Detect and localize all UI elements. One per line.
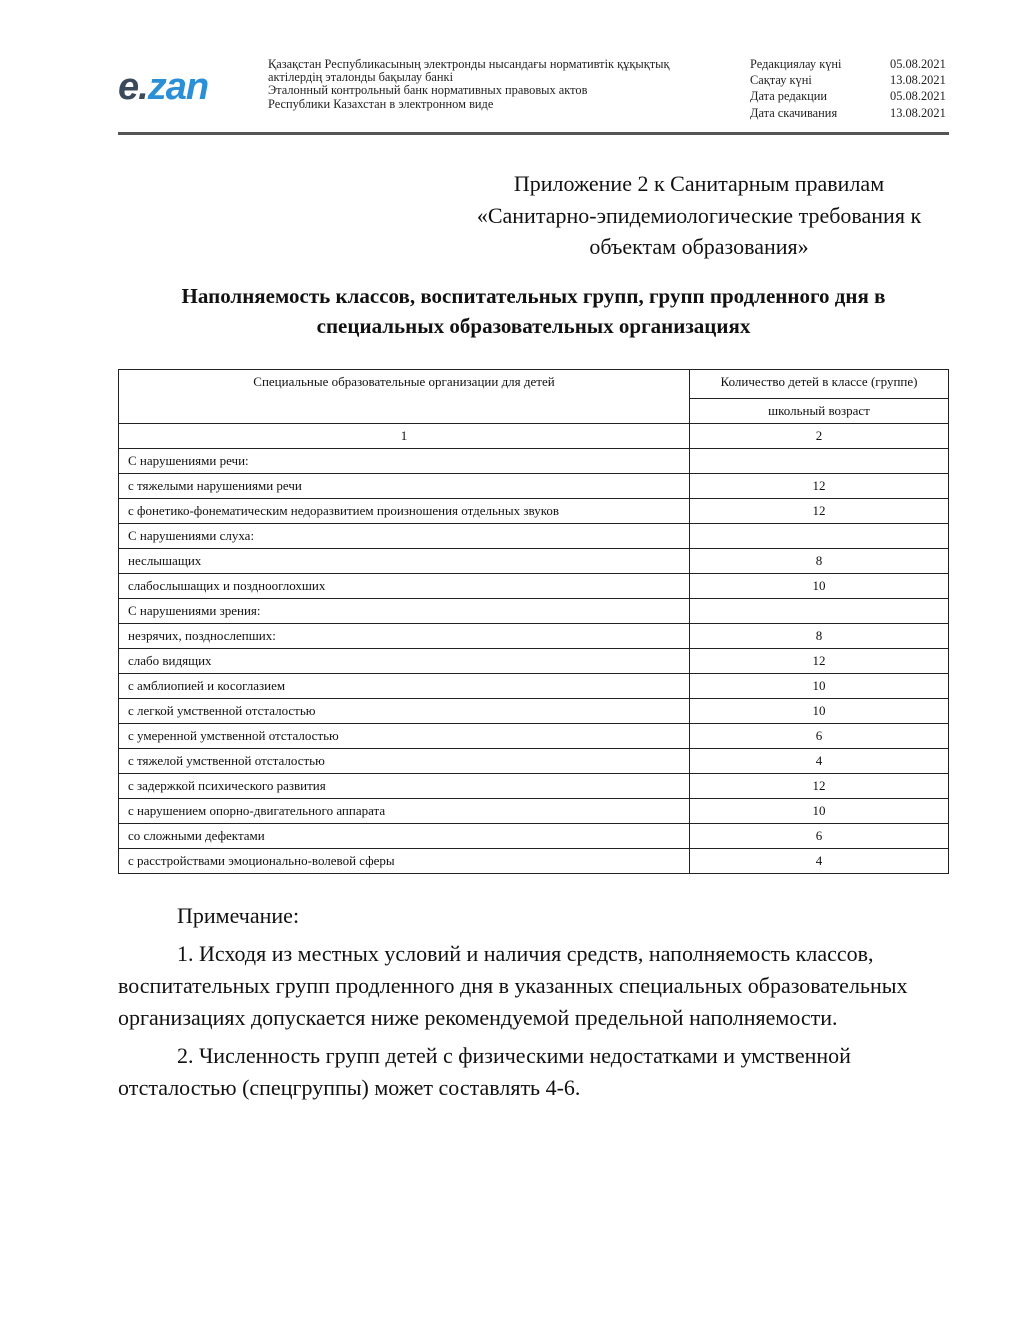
capacity-table — [118, 369, 949, 874]
row-category: со сложными дефектами — [119, 824, 690, 849]
table-row — [119, 824, 949, 849]
table-row — [119, 524, 949, 549]
meta-row: Дата редакции 05.08.2021 — [750, 89, 946, 104]
table-row — [119, 674, 949, 699]
header-line: Эталонный контрольный банк нормативных правовых актов — [268, 83, 588, 98]
row-category: с нарушением опорно-двигательного аппарата — [119, 799, 690, 824]
row-category: с расстройствами эмоционально-волевой сферы — [119, 849, 690, 874]
row-category: с тяжелой умственной отсталостью — [119, 749, 690, 774]
header-line: Республики Казахстан в электронном виде — [268, 96, 494, 111]
header-divider — [118, 132, 949, 135]
row-category: с фонетико-фонематическим недоразвитием произношения отдельных звуков — [119, 499, 690, 524]
row-count: 4 — [690, 849, 949, 874]
table-row — [119, 724, 949, 749]
table-row — [119, 574, 949, 599]
table-row — [119, 699, 949, 724]
row-category: С нарушениями зрения: — [119, 599, 690, 624]
row-count: 10 — [690, 799, 949, 824]
table-row — [119, 549, 949, 574]
col2-header: Количество детей в классе (группе) — [690, 370, 949, 399]
col-number: 2 — [690, 424, 949, 449]
row-category: с амблиопией и косоглазием — [119, 674, 690, 699]
note-item: 2. Численность групп детей с физическими недостатками и умственной отсталостью (спецгруппы) может составлять 4-6. — [118, 1043, 851, 1100]
row-count: 12 — [690, 774, 949, 799]
row-category: слабо видящих — [119, 649, 690, 674]
col-number: 1 — [119, 424, 690, 449]
row-count — [690, 599, 949, 624]
row-count — [690, 449, 949, 474]
ezan-logo: e.zan — [118, 66, 209, 108]
header-dates — [750, 56, 950, 121]
table-row — [119, 449, 949, 474]
row-category: С нарушениями речи: — [119, 449, 690, 474]
col2-subheader: школьный возраст — [690, 399, 949, 424]
row-count: 10 — [690, 674, 949, 699]
row-count: 6 — [690, 824, 949, 849]
notes-section — [118, 900, 949, 1104]
row-count: 12 — [690, 499, 949, 524]
meta-row: Дата скачивания 13.08.2021 — [750, 105, 946, 120]
table-row — [119, 749, 949, 774]
row-count: 8 — [690, 624, 949, 649]
meta-row: Сақтау күні 13.08.2021 — [750, 73, 946, 88]
row-count: 6 — [690, 724, 949, 749]
meta-row: Редакциялау күні 05.08.2021 — [750, 57, 946, 71]
row-category: с легкой умственной отсталостью — [119, 699, 690, 724]
table-row — [119, 649, 949, 674]
table-number-row — [119, 424, 949, 449]
table-row — [119, 499, 949, 524]
table-row — [119, 799, 949, 824]
row-category: с задержкой психического развития — [119, 774, 690, 799]
row-count: 12 — [690, 649, 949, 674]
col1-header: Специальные образовательные организации для детей — [119, 370, 690, 424]
table-row — [119, 774, 949, 799]
row-category: С нарушениями слуха: — [119, 524, 690, 549]
row-count: 12 — [690, 474, 949, 499]
row-count: 8 — [690, 549, 949, 574]
row-category: незрячих, позднослепших: — [119, 624, 690, 649]
note-item: 1. Исходя из местных условий и наличия средств, наполняемость классов, воспитательных групп продленного дня в указанных специальных образовательных организациях допускается ниже рекомендуемой предельной наполняемости. — [118, 941, 908, 1030]
table-row — [119, 849, 949, 874]
table-row — [119, 599, 949, 624]
notes-heading: Примечание: — [177, 903, 300, 928]
appendix-reference: Приложение 2 к Санитарным правилам «Санитарно-эпидемиологические требования к объектам образования» — [476, 171, 922, 259]
row-count — [690, 524, 949, 549]
table-row — [119, 474, 949, 499]
document-header — [118, 52, 949, 134]
table-row — [119, 624, 949, 649]
row-count: 10 — [690, 699, 949, 724]
table-header-row — [119, 370, 949, 399]
header-bank-title — [268, 58, 718, 111]
row-category: слабослышащих и позднооглохших — [119, 574, 690, 599]
row-category: неслышащих — [119, 549, 690, 574]
header-line: актілердің эталонды бақылау банкі — [268, 70, 454, 85]
row-category: с тяжелыми нарушениями речи — [119, 474, 690, 499]
header-line: Қазақстан Республикасының электронды нысандағы нормативтік құқықтық — [268, 57, 670, 71]
row-category: с умеренной умственной отсталостью — [119, 724, 690, 749]
row-count: 4 — [690, 749, 949, 774]
row-count: 10 — [690, 574, 949, 599]
document-title: Наполняемость классов, воспитательных групп, групп продленного дня в специальных образовательных организациях — [181, 284, 886, 338]
